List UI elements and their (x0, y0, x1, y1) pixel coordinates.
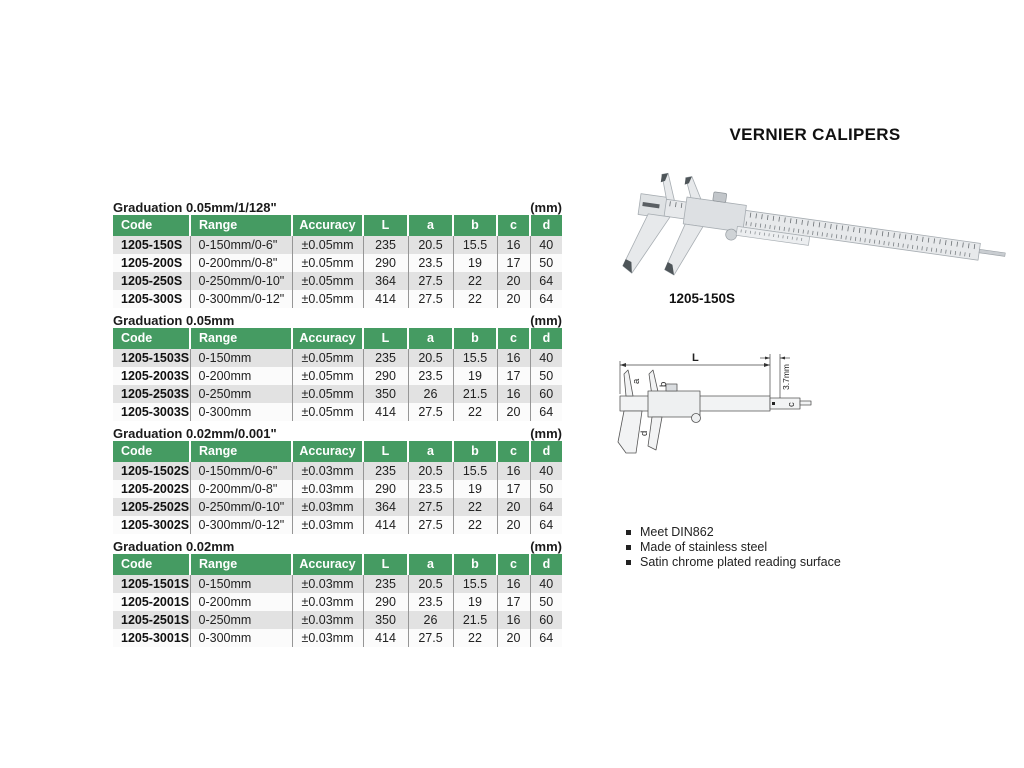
value-cell: 17 (497, 254, 530, 272)
value-cell: 40 (530, 349, 562, 367)
value-cell: 40 (530, 236, 562, 254)
code-cell: 1205-2003S (121, 369, 190, 383)
value-cell: 0-250mm/0-10" (190, 272, 292, 290)
value-cell: 20 (497, 272, 530, 290)
header-row (113, 215, 562, 236)
value-cell: 17 (497, 480, 530, 498)
value-cell: ±0.05mm (292, 385, 363, 403)
column-header: c (497, 328, 530, 349)
value-cell: 0-150mm/0-6" (190, 462, 292, 480)
value-cell: 20 (497, 403, 530, 421)
column-header: d (530, 328, 562, 349)
value-cell: 27.5 (408, 516, 453, 534)
table-row (113, 593, 562, 611)
column-header: Accuracy (292, 328, 363, 349)
value-cell: 21.5 (453, 611, 497, 629)
value-cell: 20.5 (408, 575, 453, 593)
code-cell: 1205-250S (121, 274, 183, 288)
value-cell: 19 (453, 480, 497, 498)
feature-text: Meet DIN862 (640, 525, 714, 539)
column-header: L (363, 441, 408, 462)
value-cell: 26 (408, 385, 453, 403)
value-cell: 50 (530, 593, 562, 611)
value-cell: 50 (530, 480, 562, 498)
caliper-photo-svg (588, 166, 1008, 301)
value-cell: 19 (453, 367, 497, 385)
value-cell: 19 (453, 593, 497, 611)
value-cell: 20 (497, 290, 530, 308)
column-header: b (453, 554, 497, 575)
spec-table (113, 554, 562, 647)
depth-rod (979, 249, 1005, 256)
code-cell: 1205-2502S (121, 500, 190, 514)
table-row (113, 611, 562, 629)
value-cell: 26 (408, 611, 453, 629)
column-header: a (408, 441, 453, 462)
value-cell: 0-300mm/0-12" (190, 290, 292, 308)
value-cell: 20 (497, 629, 530, 647)
code-cell: 1205-2503S (121, 387, 190, 401)
code-cell: 1205-2501S (121, 613, 190, 627)
column-header: a (408, 554, 453, 575)
value-cell: 0-200mm (190, 367, 292, 385)
spec-title-row (113, 310, 562, 328)
value-cell: 16 (497, 575, 530, 593)
value-cell: 64 (530, 290, 562, 308)
value-cell: 15.5 (453, 462, 497, 480)
unit-label: (mm) (530, 426, 562, 441)
arrow-L-left (620, 363, 626, 367)
column-header: Code (113, 215, 190, 236)
column-header: Accuracy (292, 554, 363, 575)
value-cell: 22 (453, 290, 497, 308)
column-header: Range (190, 328, 292, 349)
dimension-diagram-svg (614, 346, 836, 466)
value-cell: 27.5 (408, 290, 453, 308)
table-row (113, 462, 562, 480)
value-cell: 414 (363, 629, 408, 647)
value-cell: 0-300mm (190, 629, 292, 647)
value-cell: 235 (363, 462, 408, 480)
code-cell: 1205-3001S (121, 631, 190, 645)
code-cell: 1205-2002S (121, 482, 190, 496)
column-header: L (363, 215, 408, 236)
value-cell: 23.5 (408, 254, 453, 272)
column-header: d (530, 441, 562, 462)
column-header: b (453, 328, 497, 349)
value-cell: 235 (363, 575, 408, 593)
header-row (113, 554, 562, 575)
value-cell: 0-200mm/0-8" (190, 480, 292, 498)
value-cell: 364 (363, 498, 408, 516)
value-cell: 290 (363, 367, 408, 385)
code-cell: 1205-150S (121, 238, 183, 252)
spec-section-graduation-005-128 (113, 197, 562, 308)
value-cell: 15.5 (453, 575, 497, 593)
value-cell: 19 (453, 254, 497, 272)
table-row (113, 272, 562, 290)
bullet-square-icon (626, 530, 631, 535)
unit-label: (mm) (530, 313, 562, 328)
graduation-title: Graduation 0.05mm/1/128" (113, 200, 277, 215)
value-cell: ±0.03mm (292, 516, 363, 534)
bullet-square-icon (626, 545, 631, 550)
feature-text: Satin chrome plated reading surface (640, 555, 841, 569)
feature-text: Made of stainless steel (640, 540, 768, 554)
column-header: Range (190, 441, 292, 462)
value-cell: 22 (453, 516, 497, 534)
value-cell: ±0.03mm (292, 480, 363, 498)
value-cell: ±0.05mm (292, 403, 363, 421)
features-list (626, 525, 841, 570)
value-cell: 0-250mm/0-10" (190, 498, 292, 516)
table-row (113, 498, 562, 516)
value-cell: ±0.05mm (292, 367, 363, 385)
value-cell: ±0.03mm (292, 575, 363, 593)
graduation-title: Graduation 0.02mm (113, 539, 235, 554)
value-cell: 27.5 (408, 629, 453, 647)
value-cell: 40 (530, 575, 562, 593)
column-header: Code (113, 328, 190, 349)
value-cell: ±0.03mm (292, 629, 363, 647)
spec-table (113, 328, 562, 421)
value-cell: 60 (530, 611, 562, 629)
value-cell: 22 (453, 629, 497, 647)
table-row (113, 254, 562, 272)
spec-table (113, 441, 562, 534)
photo-caption: 1205-150S (668, 291, 736, 306)
value-cell: 27.5 (408, 272, 453, 290)
column-header: Code (113, 441, 190, 462)
code-cell: 1205-1502S (121, 464, 190, 478)
value-cell: 17 (497, 367, 530, 385)
table-row (113, 349, 562, 367)
bullet-square-icon (626, 560, 631, 565)
table-row (113, 516, 562, 534)
value-cell: 0-200mm/0-8" (190, 254, 292, 272)
diagram-label-d: d (639, 430, 650, 436)
dimension-diagram (614, 346, 836, 466)
column-header: L (363, 328, 408, 349)
diagram-dot (772, 402, 775, 405)
table-row (113, 480, 562, 498)
unit-label: (mm) (530, 539, 562, 554)
diagram-label-c: c (786, 402, 797, 407)
value-cell: 0-200mm (190, 593, 292, 611)
column-header: d (530, 215, 562, 236)
value-cell: 20.5 (408, 349, 453, 367)
code-cell: 1205-200S (121, 256, 183, 270)
spec-section-graduation-002 (113, 536, 562, 647)
spec-section-graduation-002-0001 (113, 423, 562, 534)
value-cell: 235 (363, 349, 408, 367)
diagram-roller (692, 414, 701, 423)
value-cell: 22 (453, 403, 497, 421)
value-cell: ±0.03mm (292, 498, 363, 516)
value-cell: 235 (363, 236, 408, 254)
column-header: b (453, 215, 497, 236)
value-cell: 64 (530, 272, 562, 290)
column-header: Range (190, 554, 292, 575)
code-cell: 1205-3003S (121, 405, 190, 419)
table-row (113, 575, 562, 593)
table-row (113, 290, 562, 308)
value-cell: 15.5 (453, 349, 497, 367)
value-cell: 290 (363, 254, 408, 272)
value-cell: 414 (363, 403, 408, 421)
arrow-37-left (765, 357, 770, 360)
spec-tables-column (113, 197, 562, 649)
arrow-37-right (780, 357, 785, 360)
value-cell: 64 (530, 629, 562, 647)
value-cell: 23.5 (408, 593, 453, 611)
column-header: c (497, 441, 530, 462)
column-header: c (497, 554, 530, 575)
value-cell: 0-250mm (190, 611, 292, 629)
value-cell: 22 (453, 272, 497, 290)
feature-item (626, 540, 841, 555)
spec-table (113, 215, 562, 308)
feature-item (626, 555, 841, 570)
value-cell: 60 (530, 385, 562, 403)
value-cell: 0-250mm (190, 385, 292, 403)
code-cell: 1205-2001S (121, 595, 190, 609)
value-cell: 20.5 (408, 236, 453, 254)
code-cell: 1205-300S (121, 292, 183, 306)
code-cell: 1205-3002S (121, 518, 190, 532)
page-title: VERNIER CALIPERS (729, 125, 901, 144)
column-header: L (363, 554, 408, 575)
value-cell: 21.5 (453, 385, 497, 403)
value-cell: 50 (530, 254, 562, 272)
column-header: Accuracy (292, 441, 363, 462)
diagram-depth-rod (800, 401, 811, 405)
column-header: a (408, 328, 453, 349)
value-cell: 40 (530, 462, 562, 480)
value-cell: ±0.05mm (292, 272, 363, 290)
value-cell: 50 (530, 367, 562, 385)
diagram-slider-lower-jaw (648, 417, 662, 450)
code-cell: 1205-1503S (121, 351, 190, 365)
value-cell: 17 (497, 593, 530, 611)
value-cell: 290 (363, 593, 408, 611)
column-header: c (497, 215, 530, 236)
value-cell: 364 (363, 272, 408, 290)
value-cell: 27.5 (408, 403, 453, 421)
value-cell: 15.5 (453, 236, 497, 254)
value-cell: 0-300mm (190, 403, 292, 421)
spec-title-row (113, 536, 562, 554)
diagram-label-a: a (631, 378, 642, 384)
unit-label: (mm) (530, 200, 562, 215)
value-cell: 16 (497, 385, 530, 403)
value-cell: 16 (497, 236, 530, 254)
header-row (113, 328, 562, 349)
table-row (113, 403, 562, 421)
value-cell: 0-150mm (190, 349, 292, 367)
value-cell: ±0.05mm (292, 349, 363, 367)
header-row (113, 441, 562, 462)
value-cell: 0-150mm/0-6" (190, 236, 292, 254)
value-cell: 64 (530, 516, 562, 534)
arrow-L-right (764, 363, 770, 367)
column-header: Code (113, 554, 190, 575)
table-row (113, 367, 562, 385)
column-header: Range (190, 215, 292, 236)
value-cell: 20.5 (408, 462, 453, 480)
value-cell: 22 (453, 498, 497, 516)
column-header: a (408, 215, 453, 236)
value-cell: ±0.05mm (292, 236, 363, 254)
value-cell: ±0.05mm (292, 254, 363, 272)
diagram-label-depth: 3.7mm (781, 364, 791, 390)
value-cell: 20 (497, 516, 530, 534)
value-cell: 350 (363, 385, 408, 403)
value-cell: 16 (497, 611, 530, 629)
diagram-slider-block (648, 391, 700, 417)
value-cell: 0-300mm/0-12" (190, 516, 292, 534)
value-cell: 0-150mm (190, 575, 292, 593)
value-cell: 64 (530, 498, 562, 516)
value-cell: 20 (497, 498, 530, 516)
value-cell: 23.5 (408, 480, 453, 498)
value-cell: 16 (497, 349, 530, 367)
value-cell: ±0.03mm (292, 611, 363, 629)
spec-title-row (113, 423, 562, 441)
graduation-title: Graduation 0.02mm/0.001" (113, 426, 277, 441)
value-cell: 414 (363, 290, 408, 308)
spec-section-graduation-005 (113, 310, 562, 421)
table-row (113, 236, 562, 254)
value-cell: 290 (363, 480, 408, 498)
code-cell: 1205-1501S (121, 577, 190, 591)
table-row (113, 629, 562, 647)
spec-title-row (113, 197, 562, 215)
value-cell: 64 (530, 403, 562, 421)
column-header: d (530, 554, 562, 575)
column-header: b (453, 441, 497, 462)
value-cell: ±0.05mm (292, 290, 363, 308)
thumb-screw (713, 192, 727, 203)
caliper-photo (588, 166, 1008, 301)
diagram-label-L: L (692, 352, 699, 364)
graduation-title: Graduation 0.05mm (113, 313, 235, 328)
value-cell: ±0.03mm (292, 462, 363, 480)
value-cell: 23.5 (408, 367, 453, 385)
value-cell: ±0.03mm (292, 593, 363, 611)
value-cell: 350 (363, 611, 408, 629)
feature-item (626, 525, 841, 540)
value-cell: 27.5 (408, 498, 453, 516)
column-header: Accuracy (292, 215, 363, 236)
value-cell: 16 (497, 462, 530, 480)
table-row (113, 385, 562, 403)
value-cell: 414 (363, 516, 408, 534)
diagram-label-b: b (658, 381, 669, 387)
